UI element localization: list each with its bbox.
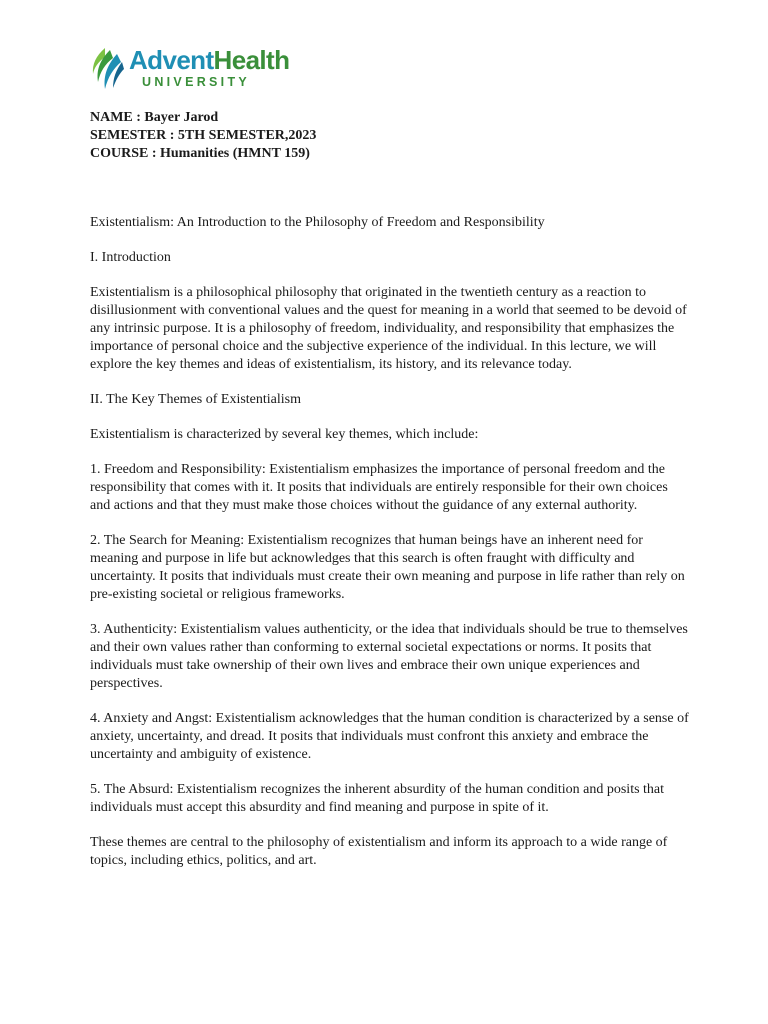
theme-the-absurd: 5. The Absurd: Existentialism recognizes the inherent absurdity of the human condition and posits that individuals must accept this absurdity and find meaning and purpose in spite of it.: [90, 782, 665, 815]
conclusion-paragraph: These themes are central to the philosophy of existentialism and inform its approach to a wide range of topics, including ethics, politics, and art.: [90, 835, 668, 868]
semester-info: SEMESTER : 5TH SEMESTER,2023: [90, 128, 317, 143]
document-body: [90, 214, 690, 887]
student-info: [90, 109, 316, 163]
theme-freedom-responsibility: 1. Freedom and Responsibility: Existentialism emphasizes the importance of personal freedom and the responsibility that comes with it. It posits that individuals are entirely responsible for their own choices and actions and that they must make those choices without the guidance of any external authority.: [90, 462, 668, 513]
section-heading-introduction: I. Introduction: [90, 250, 171, 265]
theme-anxiety-angst: 4. Anxiety and Angst: Existentialism acknowledges that the human condition is characterized by a sense of anxiety, uncertainty, and dread. It posits that individuals must confront this anxiety and embrace the uncertainty and ambiguity of existence.: [90, 711, 689, 762]
document-title: Existentialism: An Introduction to the Philosophy of Freedom and Responsibility: [90, 215, 545, 230]
section-heading-key-themes: II. The Key Themes of Existentialism: [90, 392, 301, 407]
logo-subtitle: UNIVERSITY: [142, 75, 251, 89]
advent-health-logo-icon: [88, 44, 126, 92]
logo-wordmark: [129, 45, 289, 75]
logo-name-health: Health: [213, 45, 290, 75]
logo-name-advent: Advent: [129, 45, 214, 75]
intro-paragraph: Existentialism is a philosophical philosophy that originated in the twentieth century as a reaction to disillusionment with conventional values and the quest for meaning in a world that seemed to be devoid of any intrinsic purpose. It is a philosophy of freedom, individuality, and responsibility that emphasizes the importance of personal choice and the subjective experience of the individual. In this lecture, we will explore the key themes and ideas of existentialism, its history, and its relevance today.: [90, 285, 687, 372]
course-info: COURSE : Humanities (HMNT 159): [90, 146, 310, 161]
university-logo: [88, 44, 298, 92]
theme-authenticity: 3. Authenticity: Existentialism values authenticity, or the idea that individuals should be true to themselves and their own values rather than conforming to external societal expectations or norms. It posits that individuals must take ownership of their own lives and embrace their own unique experiences and perspectives.: [90, 622, 688, 691]
student-name: NAME : Bayer Jarod: [90, 110, 219, 125]
theme-search-for-meaning: 2. The Search for Meaning: Existentialism recognizes that human beings have an inherent need for meaning and purpose in life but acknowledges that this search is often fraught with difficulty and uncertainty. It posits that individuals must create their own meaning and purpose in life rather than rely on pre-existing societal or religious frameworks.: [90, 533, 685, 602]
themes-intro-paragraph: Existentialism is characterized by several key themes, which include:: [90, 427, 479, 442]
